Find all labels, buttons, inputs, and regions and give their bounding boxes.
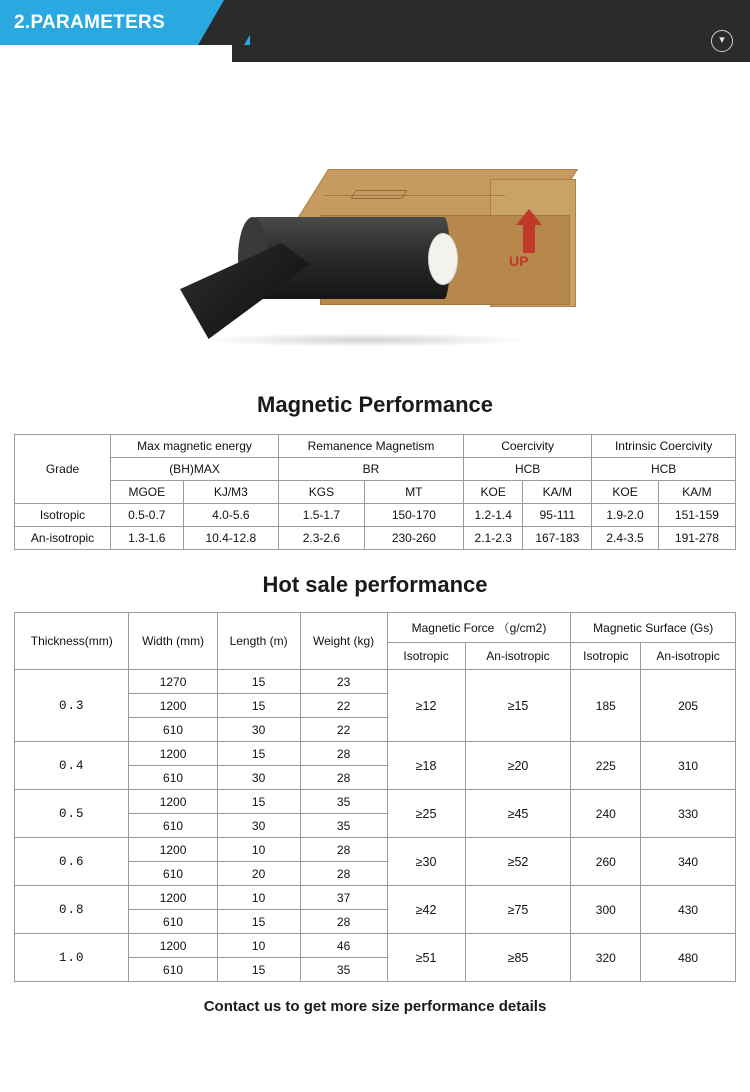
- table-header-row: [15, 613, 736, 643]
- cell-width: 1200: [129, 742, 217, 766]
- magnetic-performance-title: Magnetic Performance: [257, 392, 493, 417]
- cell-value: 1.3-1.6: [111, 527, 184, 550]
- table-row: [15, 670, 736, 694]
- product-image-area: [0, 62, 750, 384]
- cell-value: 230-260: [364, 527, 463, 550]
- cell-value: 95-111: [523, 504, 592, 527]
- hot-sale-wrap: [0, 612, 750, 982]
- cell-force-anisotropic: ≥20: [465, 742, 571, 790]
- header-unit-mgoe: MGOE: [111, 481, 184, 504]
- table-row: [15, 790, 736, 814]
- header-bhmax: (BH)MAX: [111, 458, 279, 481]
- header-width: Width (mm): [129, 613, 217, 670]
- carton-box-handle: [350, 190, 408, 199]
- cell-weight: 28: [300, 766, 387, 790]
- table-row: [15, 886, 736, 910]
- cell-force-anisotropic: ≥85: [465, 934, 571, 982]
- cell-length: 10: [217, 934, 300, 958]
- header-unit-koe: KOE: [463, 481, 522, 504]
- cell-surface-anisotropic: 430: [641, 886, 736, 934]
- header-unit-kam-2: KA/M: [658, 481, 735, 504]
- header-weight: Weight (kg): [300, 613, 387, 670]
- cell-value: 1.9-2.0: [592, 504, 659, 527]
- cell-value: 4.0-5.6: [183, 504, 278, 527]
- cell-force-anisotropic: ≥15: [465, 670, 571, 742]
- cell-length: 15: [217, 958, 300, 982]
- page-title: 2.PARAMETERS: [14, 11, 166, 33]
- cell-weight: 28: [300, 862, 387, 886]
- cell-thickness: 0.8: [15, 886, 129, 934]
- cell-weight: 23: [300, 670, 387, 694]
- header-unit-mt: MT: [364, 481, 463, 504]
- cell-surface-isotropic: 260: [571, 838, 641, 886]
- cell-value: 167-183: [523, 527, 592, 550]
- cell-length: 30: [217, 718, 300, 742]
- cell-surface-anisotropic: 310: [641, 742, 736, 790]
- cell-force-anisotropic: ≥45: [465, 790, 571, 838]
- header-hcb: HCB: [463, 458, 591, 481]
- header-remanence-magnetism: Remanence Magnetism: [279, 435, 464, 458]
- cell-surface-isotropic: 240: [571, 790, 641, 838]
- table-row: [15, 435, 736, 458]
- cell-width: 610: [129, 958, 217, 982]
- up-arrow-icon: [516, 209, 542, 253]
- cell-value: 191-278: [658, 527, 735, 550]
- cell-force-anisotropic: ≥52: [465, 838, 571, 886]
- cell-weight: 28: [300, 838, 387, 862]
- cell-thickness: 0.4: [15, 742, 129, 790]
- cell-width: 610: [129, 910, 217, 934]
- table-row: [15, 504, 736, 527]
- cell-weight: 35: [300, 958, 387, 982]
- cell-value: 10.4-12.8: [183, 527, 278, 550]
- cell-length: 10: [217, 838, 300, 862]
- header-hcb-intrinsic: HCB: [592, 458, 736, 481]
- cell-force-isotropic: ≥12: [387, 670, 465, 742]
- cell-width: 1200: [129, 790, 217, 814]
- header-thickness: Thickness(mm): [15, 613, 129, 670]
- cell-force-isotropic: ≥30: [387, 838, 465, 886]
- cell-force-isotropic: ≥42: [387, 886, 465, 934]
- cell-thickness: 0.5: [15, 790, 129, 838]
- product-photo: [170, 157, 600, 372]
- header-intrinsic-coercivity: Intrinsic Coercivity: [592, 435, 736, 458]
- header-white-strip: [0, 45, 232, 62]
- cell-thickness: 0.6: [15, 838, 129, 886]
- cell-surface-isotropic: 300: [571, 886, 641, 934]
- row-grade: Isotropic: [15, 504, 111, 527]
- up-label: UP: [509, 253, 529, 269]
- table-row: [15, 481, 736, 504]
- table-row: [15, 934, 736, 958]
- cell-width: 610: [129, 814, 217, 838]
- cell-value: 1.2-1.4: [463, 504, 522, 527]
- cell-value: 2.1-2.3: [463, 527, 522, 550]
- cell-value: 0.5-0.7: [111, 504, 184, 527]
- cell-length: 30: [217, 766, 300, 790]
- cell-length: 15: [217, 790, 300, 814]
- hot-sale-title: Hot sale performance: [262, 572, 488, 597]
- row-grade: An-isotropic: [15, 527, 111, 550]
- header-magnetic-surface: Magnetic Surface (Gs): [571, 613, 736, 643]
- cell-length: 15: [217, 670, 300, 694]
- cell-length: 20: [217, 862, 300, 886]
- table-row: [15, 458, 736, 481]
- cell-width: 610: [129, 766, 217, 790]
- cell-width: 1200: [129, 838, 217, 862]
- cell-thickness: 0.3: [15, 670, 129, 742]
- cell-weight: 37: [300, 886, 387, 910]
- cell-weight: 22: [300, 694, 387, 718]
- cell-weight: 28: [300, 742, 387, 766]
- cell-width: 610: [129, 862, 217, 886]
- header-max-magnetic-energy: Max magnetic energy: [111, 435, 279, 458]
- cell-surface-isotropic: 225: [571, 742, 641, 790]
- cell-weight: 35: [300, 790, 387, 814]
- cell-width: 610: [129, 718, 217, 742]
- header-surface-isotropic: Isotropic: [571, 643, 641, 670]
- cell-length: 30: [217, 814, 300, 838]
- header-length: Length (m): [217, 613, 300, 670]
- magnetic-performance-wrap: [0, 434, 750, 550]
- cell-weight: 35: [300, 814, 387, 838]
- cell-value: 1.5-1.7: [279, 504, 365, 527]
- table-row: [15, 527, 736, 550]
- cell-value: 2.3-2.6: [279, 527, 365, 550]
- cell-value: 150-170: [364, 504, 463, 527]
- chevron-down-icon[interactable]: ▾: [711, 30, 733, 52]
- cell-weight: 28: [300, 910, 387, 934]
- cell-force-anisotropic: ≥75: [465, 886, 571, 934]
- header-unit-koe-2: KOE: [592, 481, 659, 504]
- cell-thickness: 1.0: [15, 934, 129, 982]
- cell-width: 1200: [129, 694, 217, 718]
- cell-surface-anisotropic: 205: [641, 670, 736, 742]
- cell-force-isotropic: ≥51: [387, 934, 465, 982]
- cell-surface-isotropic: 185: [571, 670, 641, 742]
- up-arrow-shaft: [523, 223, 535, 253]
- header-br: BR: [279, 458, 464, 481]
- cell-weight: 46: [300, 934, 387, 958]
- header-coercivity: Coercivity: [463, 435, 591, 458]
- cell-length: 10: [217, 886, 300, 910]
- cell-surface-anisotropic: 330: [641, 790, 736, 838]
- footer-note: Contact us to get more size performance details: [203, 998, 547, 1015]
- cell-length: 15: [217, 694, 300, 718]
- cell-width: 1270: [129, 670, 217, 694]
- cell-width: 1200: [129, 934, 217, 958]
- header-magnetic-force: Magnetic Force （g/cm2): [387, 613, 571, 643]
- cell-value: 2.4-3.5: [592, 527, 659, 550]
- header-unit-kgs: KGS: [279, 481, 365, 504]
- hot-sale-table: [14, 612, 736, 982]
- header-force-isotropic: Isotropic: [387, 643, 465, 670]
- cell-width: 1200: [129, 886, 217, 910]
- cell-weight: 22: [300, 718, 387, 742]
- cell-value: 151-159: [658, 504, 735, 527]
- magnet-roll-core-cap: [428, 233, 458, 285]
- table-row: [15, 742, 736, 766]
- cell-surface-isotropic: 320: [571, 934, 641, 982]
- header-unit-kam: KA/M: [523, 481, 592, 504]
- cell-force-isotropic: ≥25: [387, 790, 465, 838]
- header-force-anisotropic: An-isotropic: [465, 643, 571, 670]
- page-header: [0, 0, 750, 62]
- header-surface-anisotropic: An-isotropic: [641, 643, 736, 670]
- cell-surface-anisotropic: 480: [641, 934, 736, 982]
- cell-force-isotropic: ≥18: [387, 742, 465, 790]
- cell-surface-anisotropic: 340: [641, 838, 736, 886]
- cell-length: 15: [217, 742, 300, 766]
- cell-length: 15: [217, 910, 300, 934]
- header-grade: Grade: [15, 435, 111, 504]
- header-unit-kjm3: KJ/M3: [183, 481, 278, 504]
- table-row: [15, 838, 736, 862]
- magnetic-performance-table: [14, 434, 736, 550]
- photo-shadow: [200, 333, 530, 347]
